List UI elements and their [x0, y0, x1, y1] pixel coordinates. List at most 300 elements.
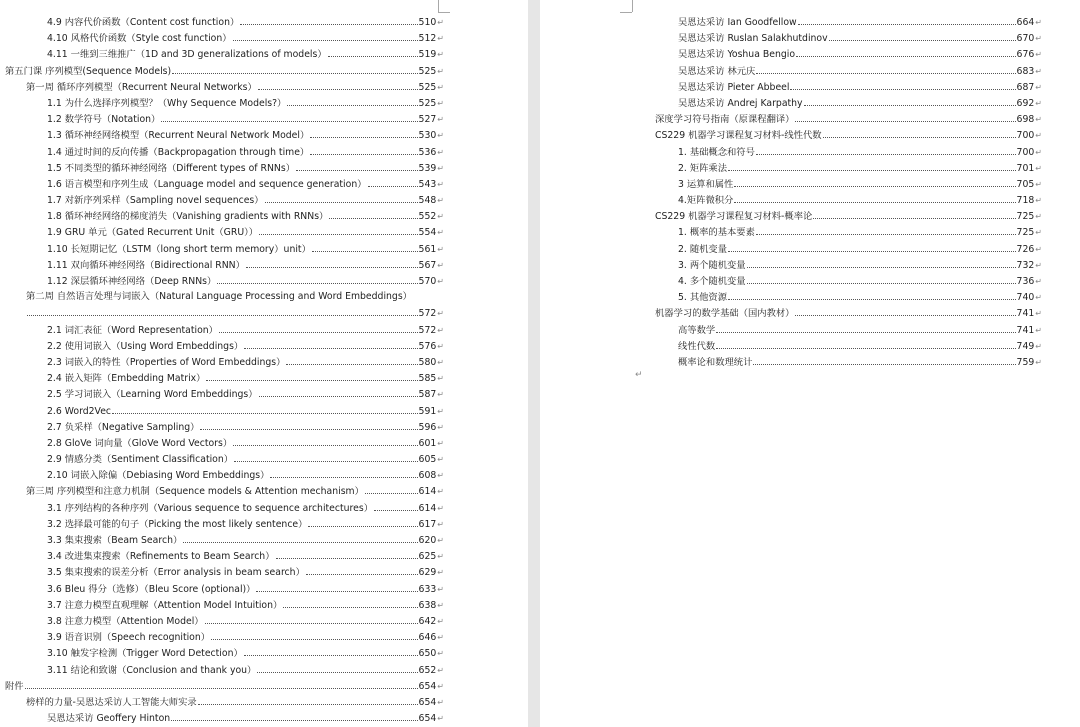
toc-page-number: 554 — [418, 227, 437, 239]
dot-leader — [206, 370, 417, 381]
toc-page-number: 687 — [1016, 81, 1035, 93]
toc-page-number: 620 — [418, 535, 437, 546]
dot-leader — [286, 354, 417, 365]
paragraph-mark: ↵ — [437, 552, 444, 562]
toc-entry-title: 1.12 深层循环神经网络（Deep RNNs） — [47, 276, 217, 287]
toc-entry[interactable] — [0, 144, 528, 160]
toc-page-number: 725 — [1016, 227, 1035, 239]
toc-page-number: 741 — [1016, 324, 1035, 336]
dot-leader — [308, 516, 417, 527]
paragraph-mark: ↵ — [437, 681, 444, 691]
paragraph-mark: ↵ — [437, 98, 444, 108]
toc-page-number: 596 — [418, 421, 437, 433]
toc-page-number: 732 — [1016, 259, 1035, 271]
toc-entry[interactable] — [0, 435, 528, 451]
toc-page-number: 700 — [1016, 130, 1035, 142]
toc-entry[interactable] — [0, 241, 528, 257]
crop-mark — [620, 12, 632, 13]
toc-entry[interactable] — [0, 305, 528, 321]
toc-entry-title: 吴恩达采访 Geoffery Hinton — [47, 713, 171, 725]
toc-entry[interactable] — [540, 354, 1080, 370]
toc-entry-title: 1.2 数学符号（Notation） — [47, 114, 161, 126]
toc-entry[interactable] — [540, 192, 1080, 208]
toc-entry-title: 2.3 词嵌入的特性（Properties of Word Embeddings） — [47, 356, 286, 368]
toc-entry-title: 吴恩达采访 Ian Goodfellow — [678, 17, 797, 28]
toc-page-number: 608 — [418, 470, 437, 482]
dot-leader — [257, 662, 417, 673]
dot-leader — [747, 257, 1016, 268]
toc-entry-title: 4.11 一维到三维推广（1D and 3D generalizations of models） — [47, 49, 327, 61]
toc-entry[interactable] — [0, 273, 528, 289]
toc-page-number: 614 — [418, 486, 437, 498]
paragraph-mark: ↵ — [437, 18, 444, 27]
dot-leader — [368, 176, 418, 187]
toc-entry[interactable] — [0, 613, 528, 629]
dot-leader — [27, 305, 418, 316]
dot-leader — [296, 160, 418, 171]
toc-page-number: 642 — [418, 615, 437, 627]
toc-entry-title: 2.10 词嵌入除偏（Debiasing Word Embeddings） — [47, 470, 270, 482]
dot-leader — [244, 338, 417, 349]
toc-page-number: 591 — [418, 405, 437, 417]
toc-entry[interactable] — [540, 79, 1080, 95]
paragraph-mark: ↵ — [437, 665, 444, 675]
dot-leader — [728, 289, 1016, 300]
paragraph-mark: ↵ — [437, 244, 444, 254]
paragraph-mark: ↵ — [1035, 212, 1042, 222]
paragraph-mark: ↵ — [437, 34, 444, 44]
paragraph-mark: ↵ — [437, 196, 444, 206]
toc-entry[interactable] — [0, 451, 528, 467]
toc-page-number: 512 — [418, 33, 437, 45]
toc-entry[interactable] — [0, 95, 528, 111]
toc-page-number: 527 — [418, 114, 437, 126]
dot-leader — [283, 597, 417, 608]
toc-entry-title: 吴恩达采访 Pieter Abbeel — [678, 81, 790, 93]
toc-entry-title: 2.2 使用词嵌入（Using Word Embeddings） — [47, 340, 244, 352]
paragraph-mark: ↵ — [437, 600, 444, 610]
toc-page-number: 652 — [418, 664, 437, 676]
toc-page-number: 725 — [1016, 211, 1035, 223]
toc-entry[interactable] — [0, 564, 528, 580]
paragraph-mark: ↵ — [1035, 147, 1042, 157]
dot-leader — [756, 144, 1016, 155]
dot-leader — [790, 79, 1015, 90]
toc-entry[interactable] — [0, 710, 528, 726]
toc-page-number: 676 — [1016, 49, 1035, 61]
toc-page-number: 646 — [418, 632, 437, 644]
toc-entry[interactable] — [0, 176, 528, 192]
dot-leader — [716, 338, 1015, 349]
toc-entry[interactable] — [540, 224, 1080, 240]
toc-page-number: 539 — [418, 162, 437, 174]
toc-entry[interactable] — [0, 500, 528, 516]
dot-leader — [734, 176, 1015, 187]
toc-entry[interactable] — [540, 14, 1080, 30]
toc-entry[interactable] — [0, 192, 528, 208]
paragraph-mark: ↵ — [1035, 325, 1042, 335]
paragraph-mark: ↵ — [437, 66, 444, 76]
toc-page-number: 617 — [418, 518, 437, 530]
paragraph-mark: ↵ — [437, 50, 444, 60]
paragraph-mark: ↵ — [1035, 341, 1042, 351]
toc-entry[interactable] — [0, 370, 528, 386]
toc-entry-title: 第二周 自然语言处理与词嵌入（Natural Language Processing and Word Embeddings） — [26, 291, 412, 303]
toc-page-number: 525 — [418, 65, 437, 77]
paragraph-mark: ↵ — [437, 131, 444, 141]
toc-entry[interactable] — [0, 46, 528, 62]
toc-entry[interactable] — [0, 354, 528, 370]
paragraph-mark: ↵ — [1035, 66, 1042, 76]
paragraph-mark: ↵ — [437, 341, 444, 351]
dot-leader — [112, 403, 418, 414]
dot-leader — [240, 14, 417, 25]
toc-entry-title: 1.5 不同类型的循环神经网络（Different types of RNNs） — [47, 162, 295, 174]
dot-leader — [756, 63, 1015, 74]
paragraph-mark: ↵ — [437, 260, 444, 270]
dot-leader — [795, 305, 1015, 316]
toc-entry[interactable] — [540, 176, 1080, 192]
toc-entry[interactable] — [0, 678, 528, 694]
toc-entry-title: 4.10 风格代价函数（Style cost function） — [47, 33, 232, 45]
toc-entry-title: 1.9 GRU 单元（Gated Recurrent Unit（GRU）） — [47, 227, 259, 239]
toc-page-number: 605 — [418, 454, 437, 466]
dot-leader — [259, 224, 417, 235]
toc-entry-title: 2. 随机变量 — [678, 243, 728, 255]
paragraph-mark: ↵ — [437, 633, 444, 643]
toc-page-number: 519 — [418, 49, 437, 61]
toc-page-number: 726 — [1016, 243, 1035, 255]
toc-entry[interactable] — [0, 548, 528, 564]
toc-entry[interactable] — [0, 79, 528, 95]
crop-mark — [632, 0, 633, 12]
toc-entry-title: 3.2 选择最可能的句子（Picking the most likely sentence） — [47, 518, 308, 530]
toc-page-number: 683 — [1016, 65, 1035, 77]
dot-leader — [219, 322, 418, 333]
paragraph-mark: ↵ — [437, 487, 444, 497]
toc-page-number: 576 — [418, 340, 437, 352]
paragraph-mark: ↵ — [437, 179, 444, 189]
dot-leader — [734, 192, 1015, 203]
toc-entry-title: 4.9 内容代价函数（Content cost function） — [47, 17, 240, 28]
dot-leader — [728, 160, 1016, 171]
toc-entry[interactable] — [0, 63, 528, 79]
toc-page-number: 567 — [418, 259, 437, 271]
paragraph-mark: ↵ — [1035, 115, 1042, 125]
toc-entry-title: 1. 概率的基本要素 — [678, 227, 755, 239]
dot-leader — [365, 483, 418, 494]
toc-entry-title: 吴恩达采访 Andrej Karpathy — [678, 97, 803, 109]
dot-leader — [747, 273, 1016, 284]
toc-entry-title: 1.1 为什么选择序列模型？（Why Sequence Models?） — [47, 97, 287, 109]
dot-leader — [310, 127, 417, 138]
toc-page-number: 585 — [418, 373, 437, 385]
toc-entry[interactable] — [0, 322, 528, 338]
toc-entry[interactable] — [540, 273, 1080, 289]
toc-entry-title: 3.11 结论和致谢（Conclusion and thank you） — [47, 664, 257, 676]
paragraph-mark: ↵ — [1035, 131, 1042, 141]
dot-leader — [265, 192, 418, 203]
dot-leader — [310, 144, 417, 155]
dot-leader — [753, 354, 1015, 365]
crop-mark — [438, 12, 450, 13]
dot-leader — [200, 419, 417, 430]
paragraph-mark: ↵ — [1035, 34, 1042, 44]
dot-leader — [306, 564, 418, 575]
paragraph-mark: ↵ — [437, 471, 444, 481]
dot-leader — [312, 241, 418, 252]
toc-entry-title: 3.6 Bleu 得分（选修）（Bleu Score (optional)） — [47, 583, 256, 595]
toc-entry-title: 3.7 注意力模型直观理解（Attention Model Intuition） — [47, 599, 283, 611]
paragraph-mark: ↵ — [437, 325, 444, 335]
toc-entry-title: 4. 多个随机变量 — [678, 276, 746, 287]
toc-entry-title: 3.5 集束搜索的误差分析（Error analysis in beam search） — [47, 567, 305, 579]
toc-entry[interactable] — [540, 289, 1080, 305]
toc-entry-title: 2.6 Word2Vec — [47, 405, 112, 417]
dot-leader — [374, 500, 418, 511]
toc-entry[interactable] — [0, 532, 528, 548]
paragraph-mark: ↵ — [437, 115, 444, 125]
dot-leader — [183, 532, 417, 543]
toc-page-number: 548 — [418, 195, 437, 207]
toc-entry[interactable] — [0, 662, 528, 678]
paragraph-mark: ↵ — [437, 82, 444, 92]
toc-entry-title: 吴恩达采访 林元庆 — [678, 65, 756, 77]
dot-leader — [823, 127, 1016, 138]
toc-entry[interactable] — [0, 30, 528, 46]
dot-leader — [813, 208, 1015, 219]
paragraph-mark: ↵ — [437, 390, 444, 400]
toc-entry[interactable] — [540, 127, 1080, 143]
toc-page-number: 510 — [418, 17, 437, 28]
paragraph-mark: ↵ — [437, 422, 444, 432]
toc-entry-title: 1.4 通过时间的反向传播（Backpropagation through time） — [47, 146, 310, 158]
toc-entry[interactable] — [0, 224, 528, 240]
toc-entry[interactable] — [0, 516, 528, 532]
paragraph-mark: ↵ — [437, 309, 444, 319]
toc-page-number: 654 — [418, 713, 437, 725]
toc-entry-title: 高等数学 — [678, 324, 716, 336]
toc-entry-title: 1.11 双向循环神经网络（Bidirectional RNN） — [47, 259, 245, 271]
paragraph-mark: ↵ — [437, 649, 444, 659]
paragraph-mark: ↵ — [1035, 179, 1042, 189]
dot-leader — [329, 208, 417, 219]
toc-entry[interactable] — [540, 208, 1080, 224]
document-page-left — [0, 0, 528, 727]
toc-entry-title: 2.5 学习词嵌入（Learning Word Embeddings） — [47, 389, 258, 401]
dot-leader — [256, 581, 417, 592]
paragraph-mark: ↵ — [437, 503, 444, 513]
toc-entry[interactable] — [0, 338, 528, 354]
toc-entry-title: 附件 — [5, 680, 24, 692]
toc-page-number: 692 — [1016, 97, 1035, 109]
toc-page-number: 525 — [418, 97, 437, 109]
dot-leader — [287, 95, 417, 106]
toc-page-number: 736 — [1016, 276, 1035, 287]
paragraph-mark: ↵ — [1035, 260, 1042, 270]
dot-leader — [244, 645, 418, 656]
toc-entry-title: 榜样的力量-吴恩达采访人工智能大师实录 — [26, 696, 197, 708]
paragraph-mark: ↵ — [437, 277, 444, 286]
toc-entry-title: 2.4 嵌入矩阵（Embedding Matrix） — [47, 373, 206, 385]
dot-leader — [829, 30, 1016, 41]
toc-entry[interactable] — [0, 467, 528, 483]
toc-entry[interactable] — [540, 305, 1080, 321]
toc-page-number: 740 — [1016, 292, 1035, 304]
paragraph-mark: ↵ — [1035, 50, 1042, 60]
toc-entry[interactable] — [0, 629, 528, 645]
paragraph-mark: ↵ — [437, 536, 444, 545]
toc-entry[interactable] — [540, 46, 1080, 62]
paragraph-mark: ↵ — [1035, 357, 1042, 367]
paragraph-mark: ↵ — [437, 163, 444, 173]
toc-entry[interactable] — [540, 160, 1080, 176]
toc-entry-title: 吴恩达采访 Yoshua Bengio — [678, 49, 796, 61]
toc-entry[interactable] — [0, 289, 528, 305]
toc-entry[interactable] — [540, 257, 1080, 273]
paragraph-mark: ↵ — [437, 616, 444, 626]
paragraph-mark: ↵ — [1035, 82, 1042, 92]
toc-entry-title: 3 运算和属性 — [678, 178, 734, 190]
toc-entry-title: 吴恩达采访 Ruslan Salakhutdinov — [678, 33, 828, 45]
paragraph-mark: ↵ — [1035, 98, 1042, 108]
toc-entry-title: 1.8 循环神经网络的梯度消失（Vanishing gradients with RNNs） — [47, 211, 329, 223]
toc-entry[interactable] — [0, 597, 528, 613]
toc-page-number: 664 — [1016, 17, 1035, 28]
paragraph-mark: ↵ — [437, 697, 444, 707]
dot-leader — [171, 710, 417, 721]
dot-leader — [234, 451, 418, 462]
toc-entry[interactable] — [0, 127, 528, 143]
toc-page-number: 601 — [418, 437, 437, 449]
table-of-contents — [540, 14, 1080, 370]
dot-leader — [796, 46, 1016, 57]
dot-leader — [276, 548, 418, 559]
toc-entry[interactable] — [0, 14, 528, 30]
dot-leader — [716, 322, 1015, 333]
toc-page-number: 580 — [418, 356, 437, 368]
dot-leader — [25, 678, 418, 689]
toc-entry[interactable] — [540, 322, 1080, 338]
toc-entry[interactable] — [0, 208, 528, 224]
toc-page-number: 749 — [1016, 340, 1035, 352]
toc-entry-title: 3.1 序列结构的各种序列（Various sequence to sequence architectures） — [47, 502, 374, 514]
toc-entry-title: 深度学习符号指南（原课程翻译） — [655, 114, 795, 126]
toc-entry[interactable] — [0, 581, 528, 597]
toc-page-number: 614 — [418, 502, 437, 514]
toc-entry-title: 2.9 情感分类（Sentiment Classification） — [47, 454, 234, 466]
dot-leader — [211, 629, 418, 640]
toc-entry[interactable] — [540, 338, 1080, 354]
paragraph-mark: ↵ — [437, 406, 444, 416]
paragraph-mark: ↵ — [437, 357, 444, 367]
toc-entry-title: 3.9 语音识别（Speech recognition） — [47, 632, 211, 644]
paragraph-mark: ↵ — [1035, 293, 1042, 303]
paragraph-mark: ↵ — [437, 228, 444, 238]
toc-entry-title: 概率论和数理统计 — [678, 356, 753, 368]
dot-leader — [804, 95, 1016, 106]
toc-entry[interactable] — [540, 241, 1080, 257]
toc-page-number: 543 — [418, 178, 437, 190]
toc-entry[interactable] — [0, 257, 528, 273]
toc-page-number: 633 — [418, 583, 437, 595]
toc-entry[interactable] — [0, 645, 528, 661]
toc-entry-title: CS229 机器学习课程复习材料-概率论 — [655, 211, 813, 223]
dot-leader — [270, 467, 417, 478]
paragraph-mark: ↵ — [437, 568, 444, 578]
paragraph-mark: ↵ — [437, 438, 444, 448]
toc-entry[interactable] — [540, 95, 1080, 111]
dot-leader — [161, 111, 417, 122]
toc-entry-title: 第一周 循环序列模型（Recurrent Neural Networks） — [26, 81, 257, 93]
toc-entry[interactable] — [0, 160, 528, 176]
toc-page-number: 536 — [418, 146, 437, 158]
paragraph-mark: ↵ — [635, 370, 643, 380]
toc-entry[interactable] — [0, 386, 528, 402]
toc-entry[interactable] — [0, 111, 528, 127]
paragraph-mark: ↵ — [437, 519, 444, 529]
toc-entry-title: 1.10 长短期记忆（LSTM（long short term memory）unit） — [47, 243, 311, 255]
toc-entry[interactable] — [540, 30, 1080, 46]
toc-entry[interactable] — [0, 483, 528, 499]
toc-page-number: 700 — [1016, 146, 1035, 158]
toc-entry-title: CS229 机器学习课程复习材料-线性代数 — [655, 130, 822, 142]
toc-entry[interactable] — [0, 419, 528, 435]
toc-entry-title: 1.7 对新序列采样（Sampling novel sequences） — [47, 195, 264, 207]
toc-entry-title: 3.4 改进集束搜索（Refinements to Beam Search） — [47, 551, 275, 563]
toc-entry-title: 1.3 循环神经网络模型（Recurrent Neural Network Model） — [47, 130, 310, 142]
toc-page-number: 698 — [1016, 114, 1035, 126]
paragraph-mark: ↵ — [437, 584, 444, 594]
toc-page-number: 570 — [418, 276, 437, 287]
toc-entry-title: 2. 矩阵乘法 — [678, 162, 728, 174]
toc-entry-title: 3.10 触发字检测（Trigger Word Detection） — [47, 648, 243, 660]
dot-leader — [258, 79, 418, 90]
toc-entry-title: 第五门课 序列模型(Sequence Models) — [5, 65, 172, 77]
toc-page-number: 625 — [418, 551, 437, 563]
toc-page-number: 530 — [418, 130, 437, 142]
toc-page-number: 701 — [1016, 162, 1035, 174]
toc-page-number: 654 — [418, 680, 437, 692]
paragraph-mark: ↵ — [437, 212, 444, 222]
toc-page-number: 525 — [418, 81, 437, 93]
paragraph-mark: ↵ — [1035, 163, 1042, 173]
toc-entry[interactable] — [540, 144, 1080, 160]
toc-page-number: 572 — [418, 324, 437, 336]
paragraph-mark: ↵ — [437, 714, 444, 724]
toc-entry[interactable] — [540, 63, 1080, 79]
toc-entry[interactable] — [540, 111, 1080, 127]
dot-leader — [205, 613, 418, 624]
toc-page-number: 561 — [418, 243, 437, 255]
toc-page-number: 741 — [1016, 308, 1035, 320]
toc-entry[interactable] — [0, 403, 528, 419]
toc-entry-title: 1. 基础概念和符号 — [678, 146, 755, 158]
toc-page-number: 718 — [1016, 195, 1035, 207]
toc-page-number: 572 — [418, 308, 437, 320]
dot-leader — [217, 273, 417, 284]
toc-entry[interactable] — [0, 694, 528, 710]
toc-page-number: 638 — [418, 599, 437, 611]
toc-entry-title: 3.3 集束搜索（Beam Search） — [47, 535, 183, 546]
toc-entry-title: 5. 其他资源 — [678, 292, 728, 304]
toc-entry-title: 第三周 序列模型和注意力机制（Sequence models & Attention mechanism） — [26, 486, 364, 498]
toc-entry-title: 线性代数 — [678, 340, 716, 352]
toc-page-number: 552 — [418, 211, 437, 223]
toc-page-number: 759 — [1016, 356, 1035, 368]
toc-page-number: 650 — [418, 648, 437, 660]
toc-entry-title: 3.8 注意力模型（Attention Model） — [47, 615, 204, 627]
